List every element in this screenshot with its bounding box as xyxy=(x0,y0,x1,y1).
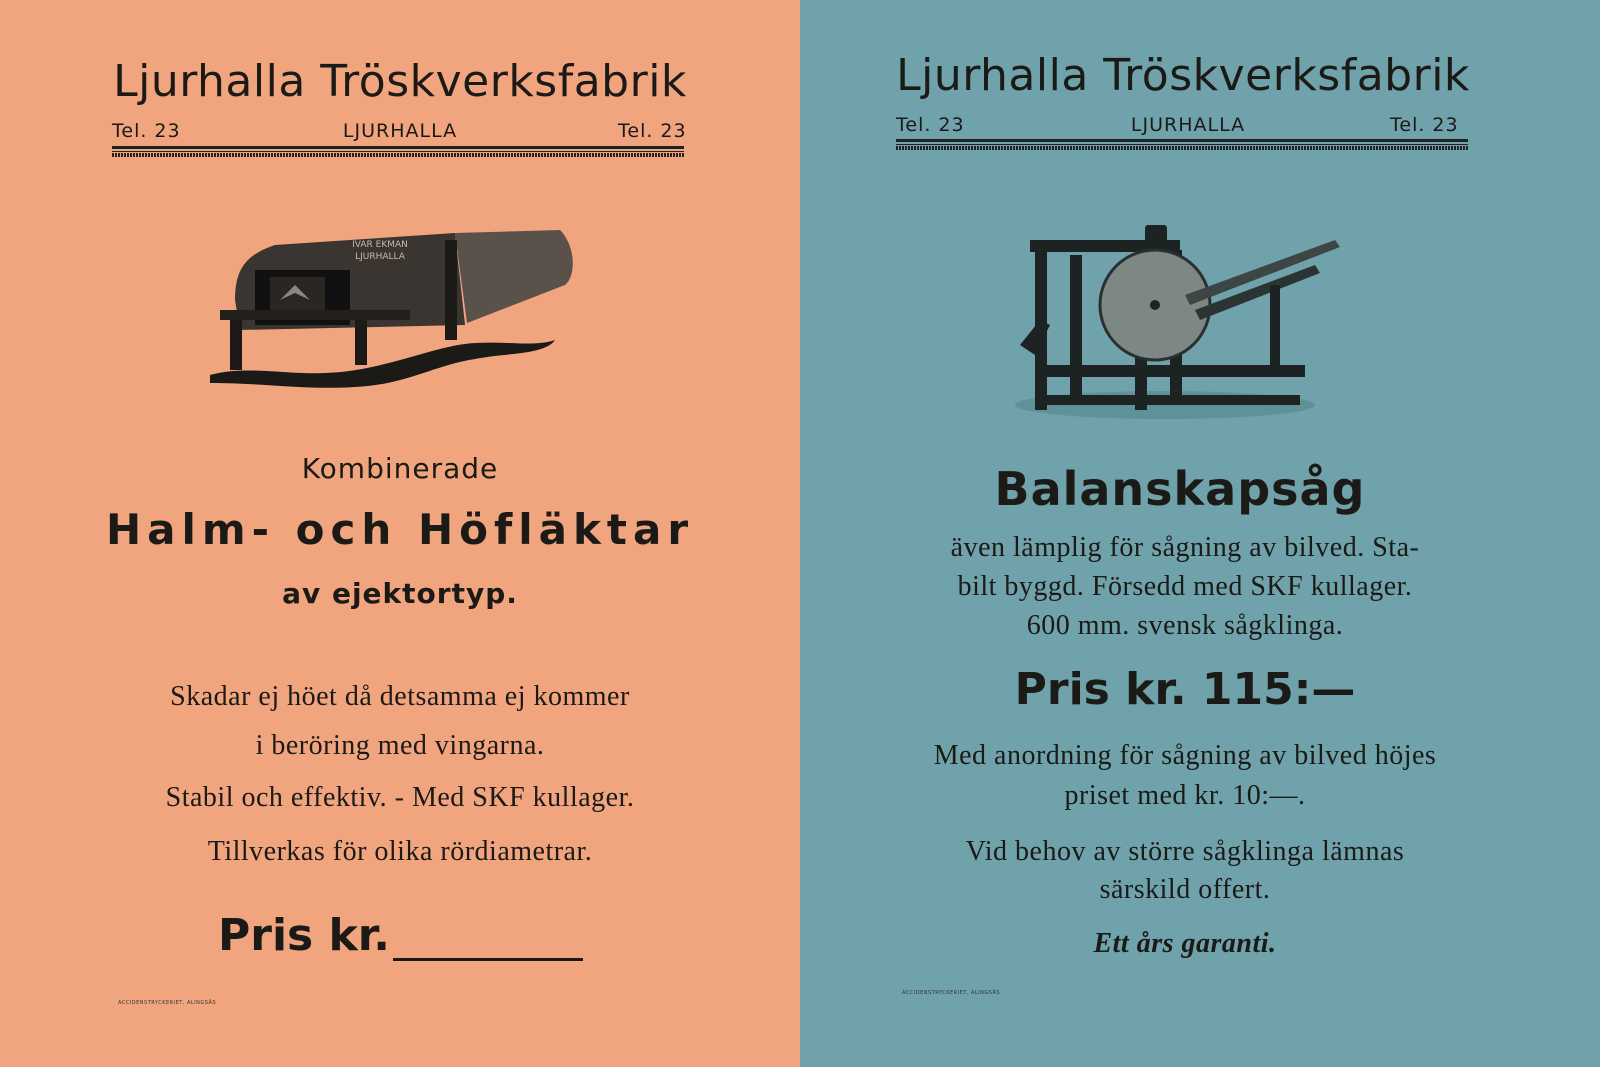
offer-line-1: Vid behov av större sågklinga lämnas xyxy=(965,836,1405,867)
body-line-2: i beröring med vingarna. xyxy=(255,730,545,761)
intro-line-3: 600 mm. svensk sågklinga. xyxy=(1026,610,1344,641)
header-rule xyxy=(896,139,1468,145)
tel-right: Tel. 23 xyxy=(618,120,687,142)
heading-sub: av ejektortyp. xyxy=(282,577,518,610)
price: Pris kr. 115:— xyxy=(1014,664,1356,715)
body-line-3: Stabil och effektiv. - Med SKF kullager. xyxy=(165,782,635,813)
header-rule-hatched xyxy=(896,146,1468,150)
printer-imprint: ACCIDENSTRYCKERIET, ALINGSÅS xyxy=(118,1000,217,1006)
printer-imprint: ACCIDENSTRYCKERIET, ALINGSÅS xyxy=(902,990,1001,996)
tel-left: Tel. 23 xyxy=(112,120,181,142)
company-name: Ljurhalla Tröskverksfabrik xyxy=(896,50,1470,101)
town-name: LJURHALLA xyxy=(342,120,458,142)
body-line-1: Skadar ej höet då detsamma ej kommer xyxy=(170,681,630,712)
heading-small: Kombinerade xyxy=(301,452,499,485)
guarantee: Ett års garanti. xyxy=(1093,928,1277,959)
company-name: Ljurhalla Tröskverksfabrik xyxy=(113,56,687,107)
heading-large: Halm- och Höfläktar xyxy=(105,505,695,554)
intro-line-2: bilt byggd. Försedd med SKF kullager. xyxy=(957,571,1413,602)
header-rule xyxy=(112,146,684,152)
intro-line-1: även lämplig för sågning av bilved. Sta- xyxy=(950,532,1420,563)
price-blank-line xyxy=(393,958,583,961)
extra-line-1: Med anordning för sågning av bilved höjes xyxy=(933,740,1437,771)
body-line-4: Tillverkas för olika rördiametrar. xyxy=(207,836,593,867)
fan-machine-illustration xyxy=(205,225,595,395)
machine-plate-line-1: IVAR EKMAN xyxy=(352,240,408,250)
header-rule-hatched xyxy=(112,153,684,157)
product-heading: Balanskapsåg xyxy=(994,462,1366,516)
right-flyer xyxy=(800,0,1600,1067)
town-name: LJURHALLA xyxy=(1130,114,1246,136)
tel-left: Tel. 23 xyxy=(896,114,965,136)
offer-line-2: särskild offert. xyxy=(1099,874,1271,905)
machine-plate-line-2: LJURHALLA xyxy=(355,252,405,262)
tel-right: Tel. 23 xyxy=(1390,114,1459,136)
extra-line-2: priset med kr. 10:—. xyxy=(1064,780,1306,811)
price-label: Pris kr. xyxy=(218,910,390,961)
balance-saw-illustration xyxy=(1015,225,1350,425)
